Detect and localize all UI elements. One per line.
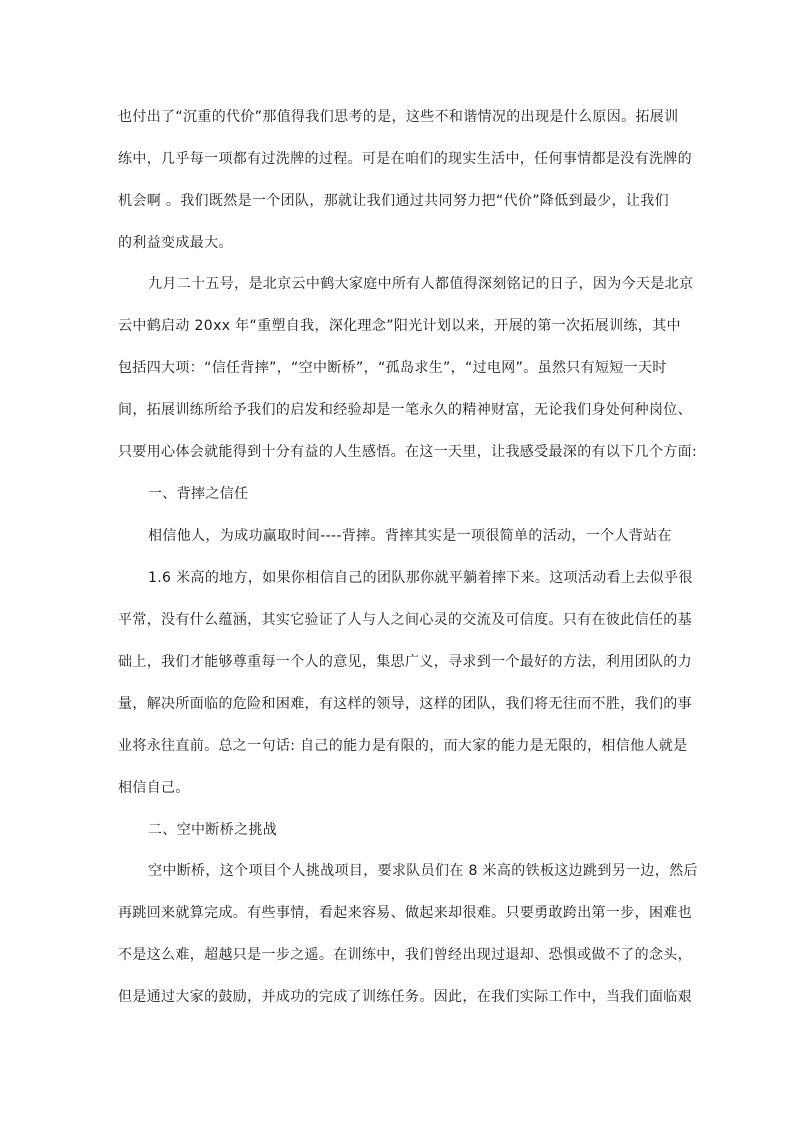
paragraph-line: 也付出了“沉重的代价”那值得我们思考的是，这些不和谐情况的出现是什么原因。拓展训	[118, 109, 679, 125]
paragraph-line: 九月二十五号，是北京云中鹤大家庭中所有人都值得深刻铭记的日子，因为今天是北京	[148, 276, 694, 292]
paragraph-line: 云中鹤启动 20xx 年“重塑自我，深化理念”阳光计划以来，开展的第一次拓展训练，其中	[118, 318, 681, 334]
paragraph-line: 包括四大项：“信任背摔”，“空中断桥”，“孤岛求生”，“过电网”。虽然只有短短一天时	[118, 360, 667, 376]
paragraph-line: 础上，我们才能够尊重每一个人的意见，集思广义，寻求到一个最好的方法，利用团队的力	[118, 654, 692, 670]
section-heading: 二、空中断桥之挑战	[148, 822, 278, 838]
paragraph-line: 但是通过大家的鼓励，并成功的完成了训练任务。因此，在我们实际工作中，当我们面临艰	[118, 989, 692, 1005]
paragraph-line: 只要用心体会就能得到十分有益的人生感悟。在这一天里，让我感受最深的有以下几个方面:	[118, 444, 698, 460]
paragraph-line: 平常，没有什么蕴涵，其实它验证了人与人之间心灵的交流及可信度。只有在彼此信任的基	[118, 612, 692, 628]
paragraph-line: 机会啊 。我们既然是一个团队，那就让我们通过共同努力把“代价”降低到最少，让我们	[118, 193, 669, 209]
paragraph-line: 1.6 米高的地方，如果你相信自己的团队那你就平躺着摔下来。这项活动看上去似乎很	[148, 570, 693, 586]
paragraph-line: 不是这么难，超越只是一步之遥。在训练中，我们曾经出现过退却、恐惧或做不了的念头，	[118, 947, 692, 963]
paragraph-line: 的利益变成最大。	[118, 235, 233, 251]
paragraph-line: 间，拓展训练所给予我们的启发和经验却是一笔永久的精神财富，无论我们身处何种岗位、	[118, 402, 692, 418]
paragraph-line: 量，解决所面临的危险和困难，有这样的领导，这样的团队，我们将无往而不胜，我们的事	[118, 696, 692, 712]
paragraph-line: 再跳回来就算完成。有些事情，看起来容易、做起来却很难。只要勇敢跨出第一步，困难也	[118, 905, 692, 921]
paragraph-line: 相信自己。	[118, 780, 190, 796]
paragraph-line: 业将永往直前。总之一句话: 自己的能力是有限的，而大家的能力是无限的，相信他人就是	[118, 738, 688, 754]
paragraph-line: 空中断桥，这个项目个人挑战项目，要求队员们在 8 米高的铁板这边跳到另一边，然后	[148, 863, 698, 879]
paragraph-line: 练中，几乎每一项都有过洗牌的过程。可是在咱们的现实生活中，任何事情都是没有洗牌的	[118, 151, 692, 167]
paragraph-line: 相信他人，为成功赢取时间----背摔。背摔其实是一项很简单的活动，一个人背站在	[148, 528, 672, 544]
section-heading: 一、背摔之信任	[148, 486, 249, 502]
